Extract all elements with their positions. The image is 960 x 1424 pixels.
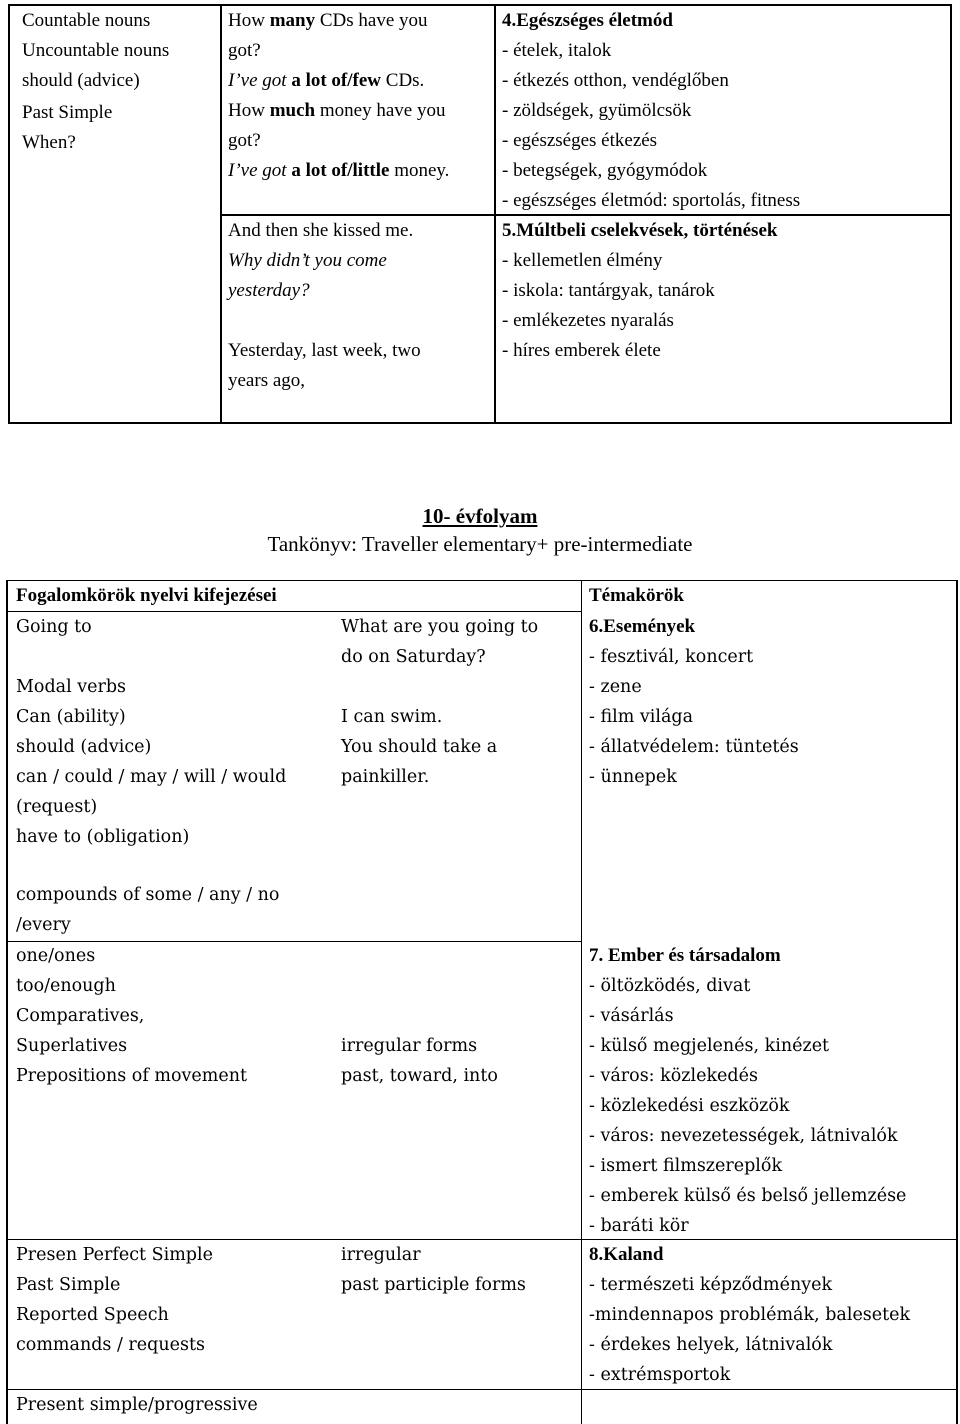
example-line [228, 126, 449, 156]
example-segment: I’ve got [228, 160, 292, 181]
cell-text: past participle forms [341, 1275, 526, 1295]
example-segment: got? [228, 130, 261, 151]
header-topics: Témakörök [589, 585, 684, 606]
cell-text: Yesterday, last week, two [228, 340, 421, 361]
cell-text [16, 642, 286, 672]
topic-item: -mindennapos problémák, balesetek [589, 1305, 911, 1325]
topic-title: 6.Események [589, 616, 696, 637]
cell-text: yesterday? [228, 280, 310, 301]
block3-grammar [16, 941, 247, 1091]
topic-item: - emberek külső és belső jellemzése [589, 1186, 907, 1206]
cell-text: Comparatives, [16, 1006, 145, 1026]
topic-item: - ételek, italok [502, 40, 612, 61]
example-segment: money have you [315, 100, 446, 121]
cell-text: When? [22, 132, 76, 153]
topic-item: - külső megjelenés, kinézet [589, 1036, 830, 1056]
cell-text: painkiller. [341, 767, 430, 787]
block4-grammar [16, 1240, 213, 1360]
cell-text: Why didn’t you come [228, 250, 387, 271]
topic-7 [589, 941, 906, 1241]
topic-item: - fesztivál, koncert [589, 647, 754, 667]
example-segment: money. [389, 160, 450, 181]
header-expressions: Fogalomkörök nyelvi kifejezései [16, 585, 277, 606]
topic-item: - film világa [589, 707, 694, 727]
topic-item: - egészséges étkezés [502, 130, 658, 151]
topic-item: - természeti képződmények [589, 1275, 833, 1295]
topic-4 [502, 6, 800, 216]
cell-text: compounds of some / any / no [16, 885, 280, 905]
block5-grammar [16, 1390, 258, 1420]
cell-text: do on Saturday? [341, 647, 486, 667]
cell-text: should (advice) [22, 70, 140, 91]
cell-text: can / could / may / will / would [16, 767, 287, 787]
topic-title: 7. Ember és társadalom [589, 945, 781, 966]
cell-text: Can (ability) [16, 707, 126, 727]
topic-item: - egészséges életmód: sportolás, fitness [502, 190, 801, 211]
cell-text: irregular [341, 1245, 421, 1265]
cell-text: Past Simple [16, 1275, 121, 1295]
topic-item: - öltözködés, divat [589, 976, 751, 996]
topic-item: - vásárlás [589, 1006, 674, 1026]
cell-text: Past Simple [22, 102, 113, 123]
cell-text: past, toward, into [341, 1066, 498, 1086]
cell-text: one/ones [16, 946, 96, 966]
topic-item: - zöldségek, gyümölcsök [502, 100, 692, 121]
cell-text: Modal verbs [16, 677, 127, 697]
topic-title: 5.Múltbeli cselekvések, történések [502, 220, 778, 241]
example-segment: much [269, 100, 316, 121]
block1-examples [341, 612, 538, 792]
cell-text: You should take a [341, 737, 498, 757]
cell-text: Present simple/progressive [16, 1395, 258, 1415]
example-line [228, 156, 449, 186]
cell-text: What are you going to [341, 617, 539, 637]
bottom-table [6, 580, 958, 1424]
topic-item: - extrémsportok [589, 1365, 731, 1385]
topic-item: - kellemetlen élmény [502, 250, 663, 271]
cell-text: irregular forms [341, 1036, 478, 1056]
topic-item: - állatvédelem: tüntetés [589, 737, 799, 757]
cell-text: Reported Speech [16, 1305, 169, 1325]
example-segment: a lot of/few [291, 70, 382, 91]
cell-text: Presen Perfect Simple [16, 1245, 213, 1265]
examples-column-row2 [228, 216, 421, 396]
topic-item: - ünnepek [589, 767, 677, 787]
topic-item: - betegségek, gyógymódok [502, 160, 708, 181]
topic-title: 4.Egészséges életmód [502, 10, 673, 31]
cell-text: Going to [16, 617, 92, 637]
example-line [228, 36, 449, 66]
topic-title: 8.Kaland [589, 1244, 664, 1265]
example-segment: How [228, 10, 270, 31]
example-segment: I’ve got [228, 70, 292, 91]
topic-8 [589, 1240, 910, 1390]
topic-item: - zene [589, 677, 642, 697]
cell-text: /every [16, 915, 71, 935]
topic-item: - híres emberek élete [502, 340, 661, 361]
cell-text [341, 672, 538, 702]
cell-text: Superlatives [16, 1036, 128, 1056]
block1-grammar [16, 612, 286, 852]
textbook-line: Tankönyv: Traveller elementary+ pre-intermediate [267, 532, 693, 556]
cell-text: Countable nouns [22, 10, 151, 31]
cell-text: Prepositions of movement [16, 1066, 247, 1086]
cell-text: years ago, [228, 370, 306, 391]
block3-examples [341, 1031, 498, 1091]
example-line [228, 66, 449, 96]
example-line [228, 6, 449, 36]
topic-item: - közlekedési eszközök [589, 1096, 790, 1116]
cell-text: I can swim. [341, 707, 443, 727]
topic-item: - város: közlekedés [589, 1066, 758, 1086]
cell-text: have to (obligation) [16, 827, 190, 847]
block4-examples [341, 1240, 526, 1300]
cell-text: commands / requests [16, 1335, 205, 1355]
cell-text: And then she kissed me. [228, 220, 414, 241]
grammar-terms-column [22, 6, 169, 158]
column-divider [581, 581, 582, 1424]
example-segment: How [228, 100, 270, 121]
topic-6 [589, 612, 799, 792]
topic-item: - emlékezetes nyaralás [502, 310, 674, 331]
top-table [8, 4, 952, 424]
examples-column-row1 [228, 6, 449, 186]
cell-text: too/enough [16, 976, 116, 996]
cell-text [228, 306, 421, 336]
example-segment: CDs. [381, 70, 425, 91]
example-segment: a lot of/little [291, 160, 390, 181]
cell-text: (request) [16, 797, 98, 817]
topic-item: - ismert filmszereplők [589, 1156, 783, 1176]
grade-title: 10- évfolyam [422, 504, 538, 528]
example-segment: CDs have you [315, 10, 428, 31]
topic-item: - étkezés otthon, vendéglőben [502, 70, 729, 91]
topic-item: - baráti kör [589, 1216, 689, 1236]
example-segment: got? [228, 40, 261, 61]
topic-item: - iskola: tantárgyak, tanárok [502, 280, 715, 301]
example-segment: many [269, 10, 316, 31]
block2-grammar [16, 880, 279, 940]
cell-text: should (advice) [16, 737, 152, 757]
example-line [228, 96, 449, 126]
cell-text: Uncountable nouns [22, 40, 170, 61]
topic-item: - érdekes helyek, látnivalók [589, 1335, 833, 1355]
topic-5 [502, 216, 777, 366]
topic-item: - város: nevezetességek, látnivalók [589, 1126, 898, 1146]
